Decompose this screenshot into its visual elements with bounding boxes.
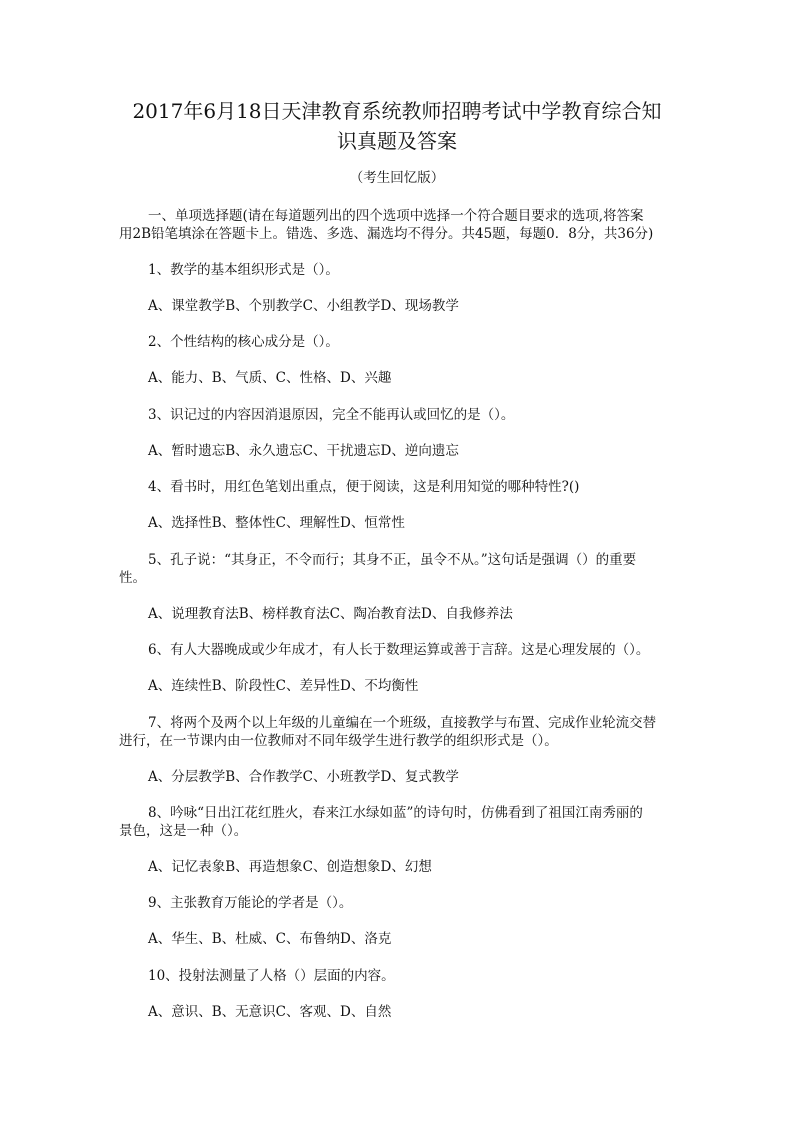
question-1: 1、教学的基本组织形式是（）。 (148, 262, 339, 278)
instructions-line-1: 一、单项选择题(请在每道题列出的四个选项中选择一个符合题目要求的选项,将答案 (148, 208, 644, 224)
document-subtitle: （考生回忆版） (349, 170, 445, 186)
options-7: A、分层教学B、合作教学C、小班教学D、复式教学 (148, 769, 459, 785)
instructions-line-2: 用2B铅笔填涂在答题卡上。错选、多选、漏选均不得分。共45题，每题0．8分，共36分) (119, 226, 654, 242)
options-1: A、课堂教学B、个别教学C、小组教学D、现场教学 (148, 298, 459, 314)
question-5-line-1: 5、孔子说：“其身正，不令而行；其身不正，虽令不从。”这句话是强调（）的重要 (148, 552, 637, 568)
question-3: 3、识记过的内容因消退原因，完全不能再认或回忆的是（）。 (148, 407, 515, 423)
options-2: A、能力、B、气质、C、性格、D、兴趣 (148, 370, 392, 386)
options-9: A、华生、B、杜威、C、布鲁纳D、洛克 (148, 931, 392, 947)
question-7-line-1: 7、将两个及两个以上年级的儿童编在一个班级，直接教学与布置、完成作业轮流交替 (148, 715, 657, 731)
options-8: A、记忆表象B、再造想象C、创造想象D、幻想 (148, 859, 432, 875)
options-4: A、选择性B、整体性C、理解性D、恒常性 (148, 515, 405, 531)
options-5: A、说理教育法B、榜样教育法C、陶冶教育法D、自我修养法 (148, 606, 513, 622)
options-6: A、连续性B、阶段性C、差异性D、不均衡性 (148, 678, 419, 694)
question-9: 9、主张教育万能论的学者是（）。 (148, 895, 353, 911)
title-line-2: 识真题及答案 (337, 129, 457, 153)
options-3: A、暂时遗忘B、永久遗忘C、干扰遗忘D、逆向遗忘 (148, 443, 459, 459)
question-2: 2、个性结构的核心成分是（）。 (148, 334, 339, 350)
question-8-line-1: 8、吟咏“日出江花红胜火，春来江水绿如蓝”的诗句时，仿佛看到了祖国江南秀丽的 (148, 805, 643, 821)
question-4: 4、看书时，用红色笔划出重点，便于阅读，这是利用知觉的哪种特性?() (148, 479, 580, 495)
question-6: 6、有人大器晚成或少年成才，有人长于数理运算或善于言辞。这是心理发展的（）。 (148, 642, 650, 658)
question-8-line-2: 景色，这是一种（）。 (119, 823, 248, 839)
title-line-1: 2017年6月18日天津教育系统教师招聘考试中学教育综合知 (132, 99, 662, 123)
document-title (100, 96, 694, 156)
question-10: 10、投射法测量了人格（）层面的内容。 (148, 968, 395, 984)
options-10: A、意识、B、无意识C、客观、D、自然 (148, 1004, 392, 1020)
question-7-line-2: 进行，在一节课内由一位教师对不同年级学生进行教学的组织形式是（）。 (119, 733, 558, 749)
question-5-line-2: 性。 (119, 570, 146, 586)
